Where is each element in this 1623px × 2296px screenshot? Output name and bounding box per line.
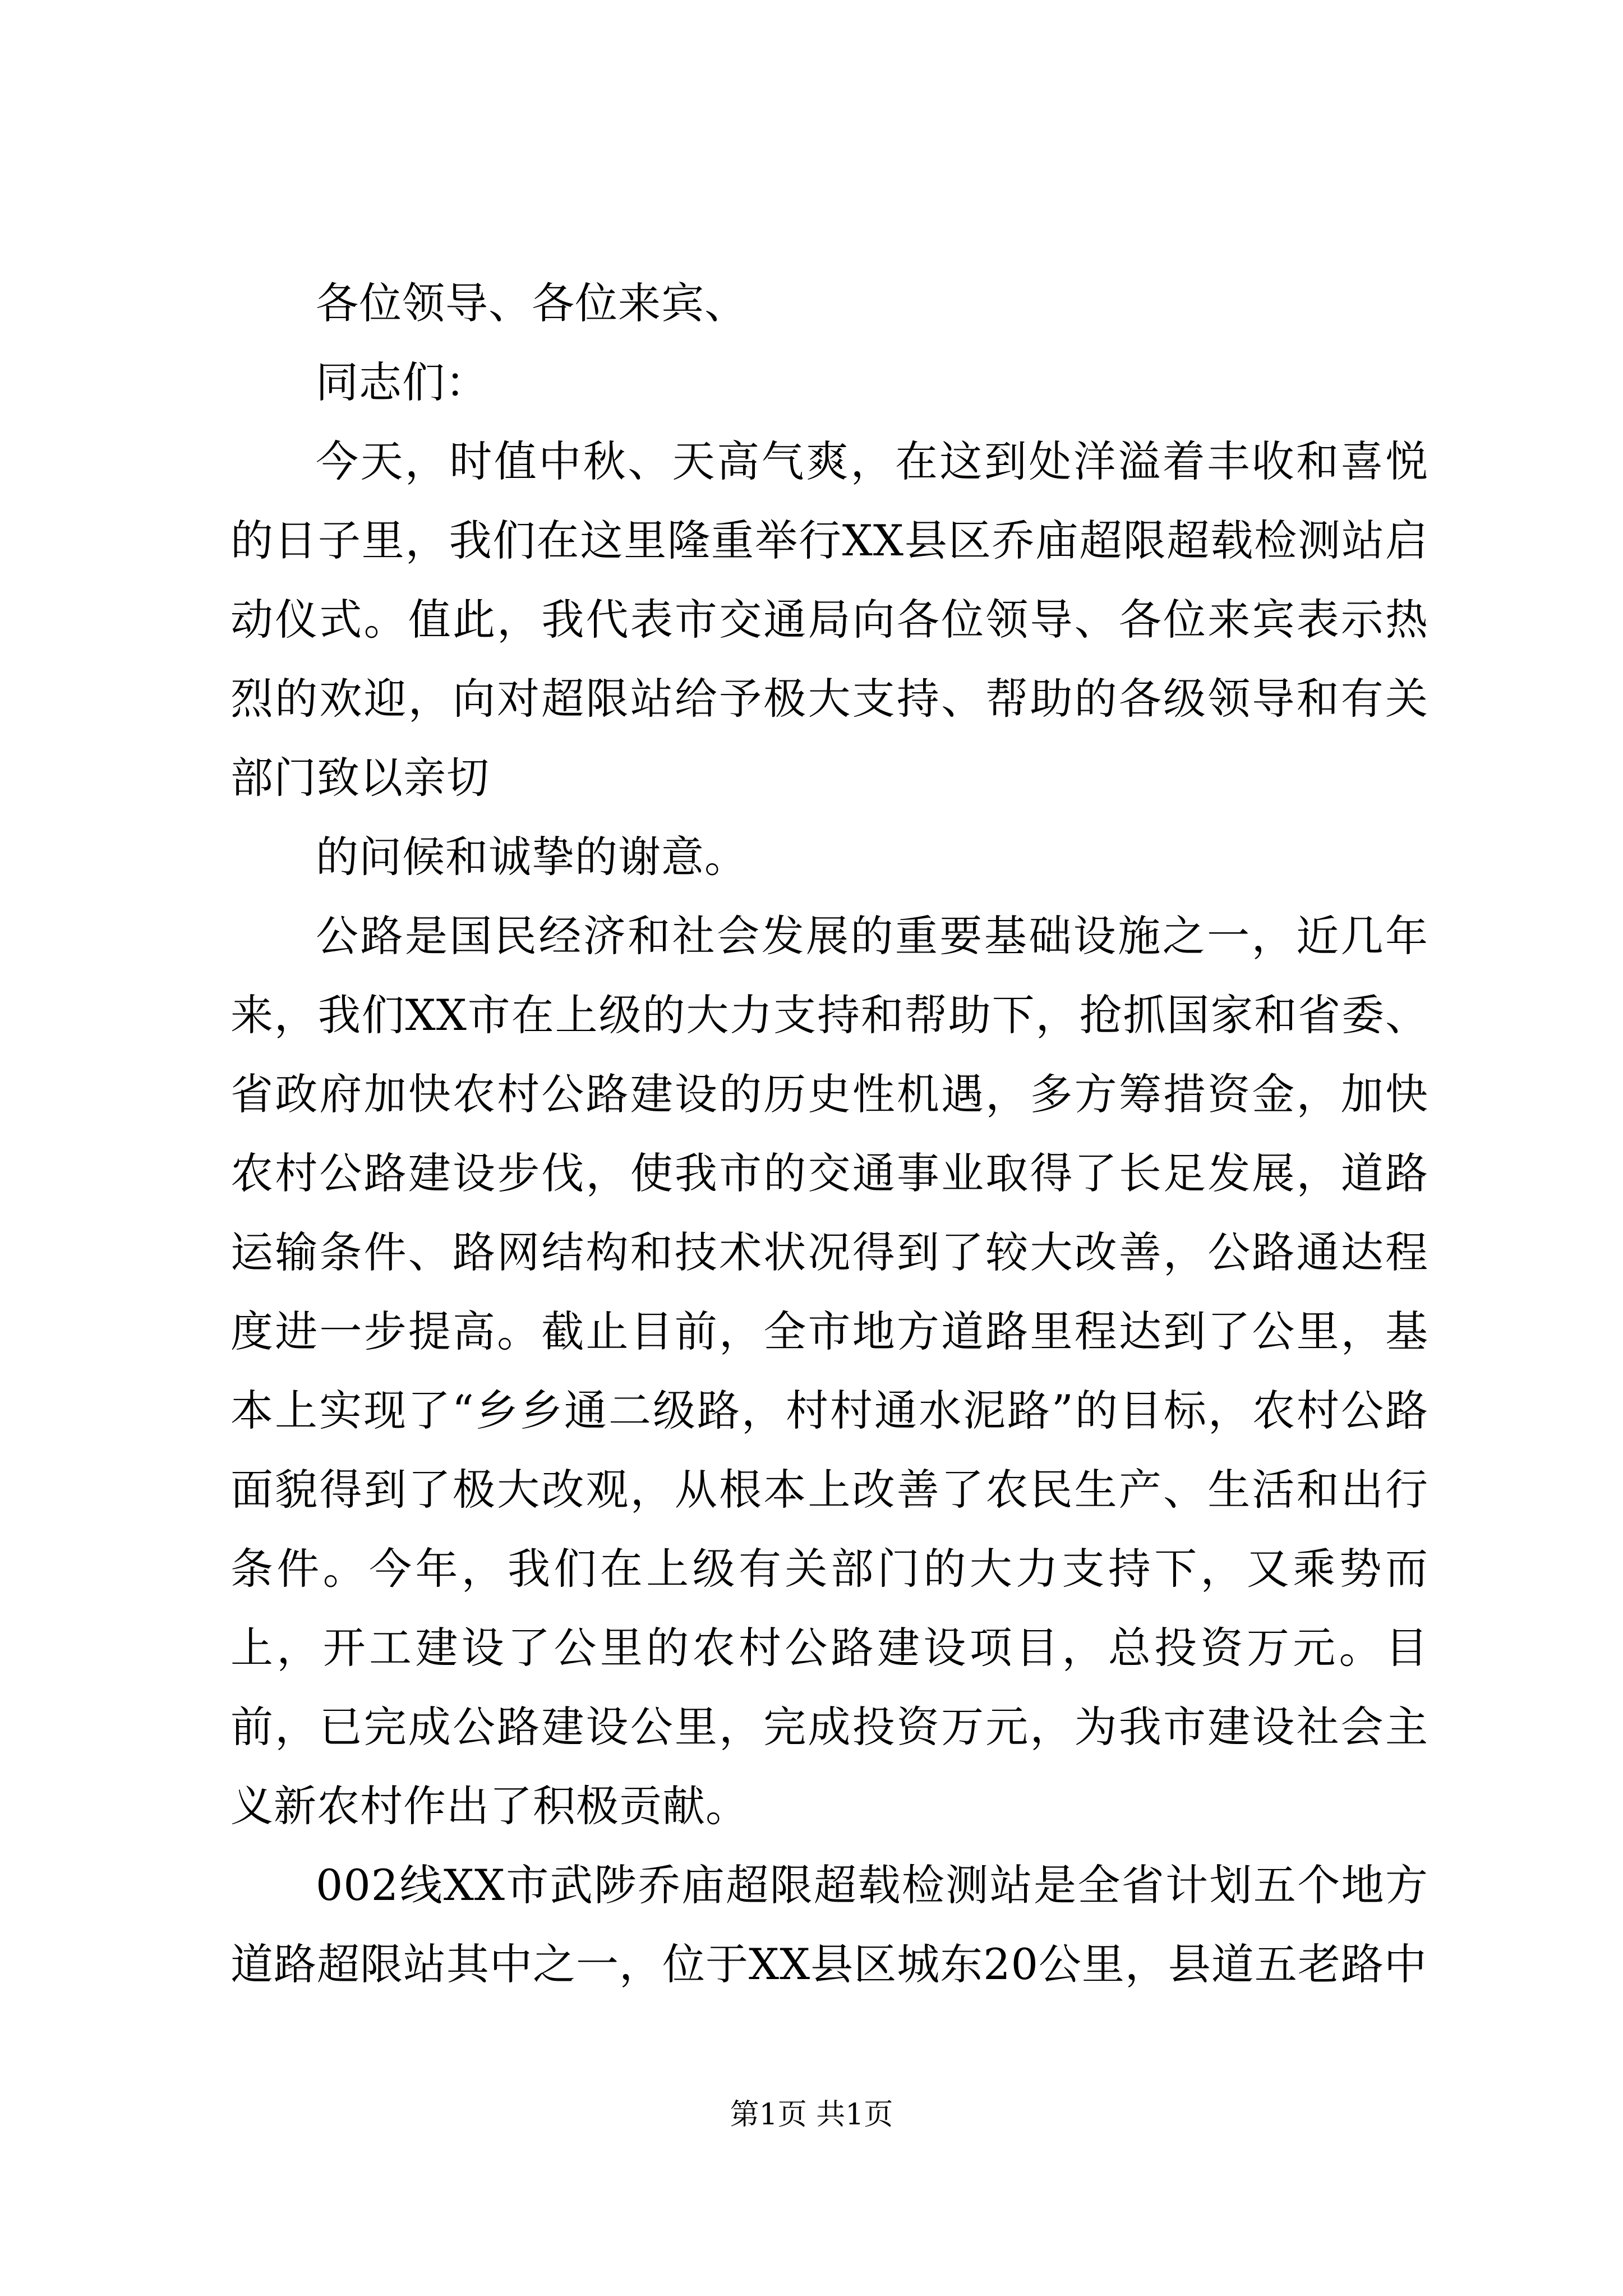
salutation-line-2: 同志们： <box>316 357 488 407</box>
paragraph-greeting-continuation: 的问候和诚挚的谢意。 <box>316 832 748 882</box>
salutation-line-1: 各位领导、各位来宾、 <box>316 278 748 328</box>
paragraph-inspection-station: 002线XX市武陟乔庙超限超载检测站是全省计划五个地方道路超限站其中之一，位于XX县区城东20公里，县道五老路中 <box>230 1860 1428 1989</box>
paragraph-road-development: 公路是国民经济和社会发展的重要基础设施之一，近几年来，我们XX市在上级的大力支持和帮助下，抢抓国家和省委、省政府加快农村公路建设的历史性机遇，多方筹措资金，加快农村公路建设步伐，使我市的交通事业取得了长足发展，道路运输条件、路网结构和技术状况得到了较大改善，公路通达程度进一步提高。截止目前，全市地方道路里程达到了公里，基本上实现了“乡乡通二级路，村村通水泥路”的目标，农村公路面貌得到了极大改观，从根本上改善了农民生产、生活和出行条件。今年，我们在上级有关部门的大力支持下，又乘势而上，开工建设了公里的农村公路建设项目，总投资万元。目前，已完成公路建设公里，完成投资万元，为我市建设社会主义新农村作出了积极贡献。 <box>230 911 1428 1831</box>
document-body <box>230 264 1428 2004</box>
paragraph-opening: 今天，时值中秋、天高气爽，在这到处洋溢着丰收和喜悦的日子里，我们在这里隆重举行XX县区乔庙超限超载检测站启动仪式。值此，我代表市交通局向各位领导、各位来宾表示热烈的欢迎，向对超限站给予极大支持、帮助的各级领导和有关部门致以亲切 <box>230 436 1428 803</box>
page-footer: 第1页 共1页 <box>730 2098 893 2132</box>
